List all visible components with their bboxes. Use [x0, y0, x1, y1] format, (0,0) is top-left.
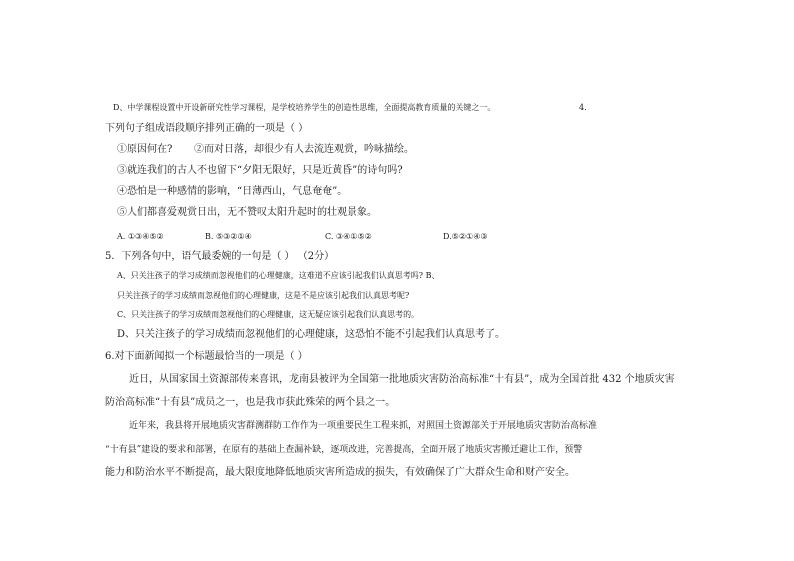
q4-sentence-5: ⑤人们都喜爱观赏日出，无不赞叹太阳升起时的壮观景象。: [117, 207, 377, 218]
q4-number: 4.: [579, 103, 587, 112]
q6-stem: 6.对下面新闻拟一个标题最恰当的一项是（ ）: [105, 351, 308, 362]
q5-option-a: A、只关注孩子的学习成绩而忽视他们的心理健康，这难道不应该引起我们认真思考吗? B、: [117, 271, 440, 280]
q3-option-d: D、中学课程设置中开设新研究性学习课程，是学校培养学生的创造性思维，全面提高教育质量的关键之一。: [113, 103, 496, 112]
q4-option-a: A. ①③④⑤②: [117, 232, 164, 241]
q4-sentence-3: ③就连我们的古人不也留下“夕阳无限好，只是近黄昏”的诗句吗?: [117, 165, 403, 176]
q6-paragraph-2-line-3: 能力和防治水平不断提高，最大限度地降低地质灾害所造成的损失，有效确保了广大群众生命和财产安全。: [105, 467, 575, 478]
q5-option-d: D、只关注孩子的学习成绩而忽视他们的心理健康，这恐怕不能不引起我们认真思考了。: [117, 329, 506, 340]
q4-sentence-2: ②而对日落，却很少有人去流连观赏，吟咏描绘。: [194, 144, 414, 155]
q5-option-c: C、只关注孩子的学习成绩而忽视他们的心理健康，这无疑应该引起我们认真思考的。: [117, 310, 420, 319]
q4-option-c: C. ③④①⑤②: [325, 232, 372, 241]
q4-sentence-4: ④恐怕是一种感情的影响，“日薄西山，气息奄奄”。: [117, 186, 348, 197]
q5-option-b: 只关注孩子的学习成绩而忽视他们的心理健康，这是不是应该引起我们认真思考呢?: [117, 291, 410, 300]
q4-sentence-1: ①原因何在?: [117, 144, 173, 155]
q4-stem: 下列句子组成语段顺序排列正确的一项是（ ）: [105, 123, 309, 134]
q6-paragraph-2-line-1: 近年来，我县将开展地质灾害群测群防工作作为一项重要民生工程来抓，对照国土资源部关于开展地质灾害防治高标准: [129, 421, 598, 431]
q4-option-b: B. ⑤③②①④: [205, 232, 252, 241]
q6-paragraph-1-line-2: 防治高标准“十有县”成员之一，也是我市获此殊荣的两个县之一。: [105, 397, 396, 408]
q4-option-d: D.⑤②①④③: [443, 232, 488, 241]
q5-stem: 5．下列各句中，语气最委婉的一句是（ ） （2分）: [105, 251, 335, 262]
q6-paragraph-1-line-1: 近日，从国家国土资源部传来喜讯，龙南县被评为全国第一批地质灾害防治高标准“十有县”，成为全国首批 432 个地质灾害: [129, 374, 675, 385]
q6-paragraph-2-line-2: “十有县”建设的要求和部署，在原有的基础上查漏补缺，逐项改进，完善提高，全面开展了地质灾害搬迁避让工作，预警: [105, 445, 583, 455]
